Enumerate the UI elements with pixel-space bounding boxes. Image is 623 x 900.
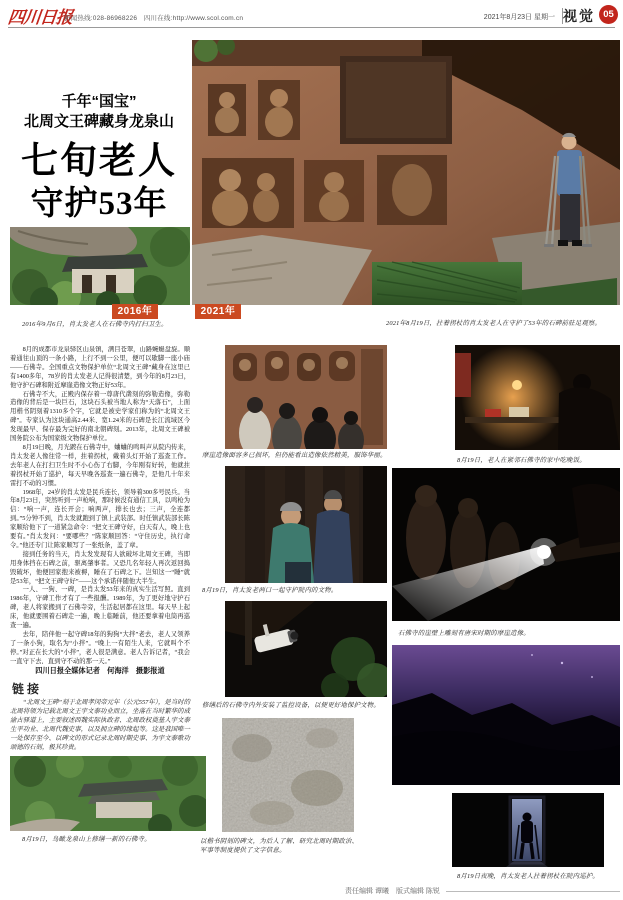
photo-stone-inscription [222,718,354,832]
night-sky-illustration [392,645,620,785]
header-date: 2021年8月23日 星期一 [483,14,555,21]
headline-main-1: 七旬老人 [21,140,177,181]
temple-under-rock-illustration [10,227,190,305]
photo-elderly-couple [225,466,387,583]
year-label-2016: 2016年 [112,304,158,319]
editors-credit: 责任编辑 谭曦 版式编辑 陈锐 [345,888,440,895]
editors-rule [446,891,620,892]
surveillance-camera-illustration [225,601,387,697]
paragraph: 一人、一狗、一碑，是肖太发53年来的真实生活写照。直到1986年，守碑工作才有了一些报酬。1989年，为了更好地守护石碑，老人将家搬到了石佛寺旁，生活起居都在这里。每天早上起床，他就要围着石碑走一遍，晚上临睡前，他还要拿着电筒再巡查一遍。 [10,586,190,630]
photo-night-sky [392,645,620,785]
headline-kicker-2: 北周文王碑藏身龙泉山 [23,113,174,130]
photo-aerial-temple [10,756,206,831]
aerial-temple-illustration [10,756,206,831]
newspaper-logo: 四川日报 [6,8,73,27]
visitors-carvings-illustration [225,345,387,449]
year-label-2021: 2021年 [195,304,241,319]
header-contact-line: 新闻热线:028-86968226 四川在线:http://www.scol.com.cn [64,15,244,22]
photo-flashlight-carvings [392,468,620,621]
headline-block [10,92,188,224]
caption-photo-2016: 2016年9月6日，肖太发老人在石佛寺内打扫卫生。 [22,321,168,328]
editors-row [345,886,620,896]
dinner-at-home-illustration [455,345,620,450]
photo-dinner-at-home [455,345,620,450]
cliff-carvings-illustration [192,40,620,305]
link-box-title: 链接 [12,682,43,696]
article-byline: 四川日报全媒体记者 何海洋 摄影报道 [35,667,165,675]
section-title: 视觉 [563,8,595,24]
stone-inscription-illustration [222,718,354,832]
paragraph: 1968年，24岁的肖太发是民兵连长，领导着300多号民兵。当年8月23日，突然听到一声枪响，那时候没有通信工具，以鸣枪为信：“响一声，连长开会；响两声，排长也去；三声，全连都到。”5分钟不到，肖太发就跑到了镇上武装部。时任镇武装部长陈家顺给他下了一道紧急命令：“把文王碑守好，白天有人，晚上也要有。”肖太发问：“要哪些？”陈家顺回答：“守住历史，执行命令。”他还专门让陈家顺写了一张纸条，盖了章。 [10,488,190,549]
photo-visitors-carvings [225,345,387,449]
headline-kicker-1: 千年“国宝” [61,93,137,110]
paragraph: 8月的成都市龙泉驿区山泉镇，满目苍翠，山路蜿蜒盘旋。顺着通往山顶的一条小路，上行不到一公里，便可以歇脚一座小庙——石佛寺。全国重点文物保护单位“北周文王碑”藏身在这里已有1400多年，78岁的肖太发老人记得很清楚，到今年的8月23日，他守护石碑和附近摩崖造像文物正好53年。 [10,346,190,389]
caption-cliff-carvings-night: 石佛寺的崖壁上雕刻有唐宋时期的摩崖造像。 [398,630,530,637]
elderly-couple-illustration [225,466,387,583]
paragraph: 接到任务的当天，肖太发发现有人欲破坏北周文王碑，当即用身体挡在石碑之前，驱离肇事者。又恐几名年轻人再次返回捣毁破坏，他便回家抱来被褥，睡在了石碑之下。岂知这一“睡”就是53年，“把文王碑守好”——这个承诺伴随他大半生。 [10,550,190,585]
link-box-text [10,698,190,752]
caption-doorway-patrol: 8月19日夜晚，肖太发老人拄着拐杖在院内巡护。 [457,873,599,880]
flashlight-carvings-illustration [392,468,620,621]
caption-photo-2021: 2021年8月19日，拄着拐杖的肖太发老人在守护了53年的石碑前驻足观察。 [386,320,602,327]
page-number-badge: 05 [599,5,618,24]
photo-surveillance-camera [225,601,387,697]
caption-elderly-couple: 8月19日，肖太发老两口一起守护院内的文物。 [202,587,338,594]
caption-surveillance-camera: 修缮后的石佛寺内外安装了监控设备，以便更好地保护文物。 [202,702,380,709]
caption-visitors-carvings: 摩崖造像面容多已损坏，但仍能看出造像依然精美，服饰华丽。 [202,452,387,459]
photo-doorway-patrol [452,793,604,867]
paragraph: “北周文王碑”刻于北周孝闵帝元年（公元557年），是当时的北周将领为记载北周文王宇文泰功业而立，坐落在当时繁华的成渝古驿道上，主要叙述西魏实际执政者、北周政权奠基人宇文泰生平功业、北周代魏史事，以及拥立碑的缘起等。这是我国唯一一处保存至今、以碑文的形式记录北周时期史事、为宇文泰歌功颂德的石刻，极其珍贵。 [10,699,190,751]
caption-stone-inscription: 以楷书阴刻的碑文，为后人了解、研究北周时期政治、军事等制度提供了文字信息。 [200,838,359,854]
paragraph: 石佛寺不大，正殿内保存着一尊唐代凿刻的弥勒造像，弥勒造像的背后是一块巨石，这块石头被当地人称为“天落石”，上面用楷书阴刻着1310多个字，它就是被史学家们称为的“北周文王碑”。专家认为这块通高2.44米、宽1.24米的石碑是长江流域区今发现最早、保存最为完好的南北朝碑刻。2013年，北周文王碑被国务院公布为国家级文物保护单位。 [10,390,190,443]
header-rule [8,27,615,28]
headline-main-2: 守护53年 [30,186,168,222]
paragraph: 去年，陪伴他一起守碑18年的狗狗“大拌”老去，老人又领养了一条小狗，取名为“小拌”。“晚上一有陌生人来，它就叫个不停。”对正在长大的“小拌”，老人很是满意。老人告诉记者，“我会一直守下去，直到守不动的那一天。” [10,631,190,664]
doorway-patrol-illustration [452,793,604,867]
paragraph: 8月19日晚，月光踱在石佛寺中，蛐蛐的鸣叫声从院内传来，肖太发老人像往常一样，拄着拐杖，戴着头灯开始了巡查工作。去年老人在打扫卫生时不小心伤了右脚，今年刚有好转，他就拄着拐杖开始了巡护，每天早晚各巡查一遍石佛寺，是他几十年来雷打不动的习惯。 [10,443,190,487]
photo-temple-2016 [10,227,190,305]
article-body [10,346,190,664]
caption-dinner: 8月19日，老人在紧邻石佛寺的家中吃晚饭。 [457,457,586,464]
photo-cliff-carvings-2021 [192,40,620,305]
caption-aerial: 8月19日，鸟瞰龙泉山上修缮一新的石佛寺。 [22,836,151,843]
